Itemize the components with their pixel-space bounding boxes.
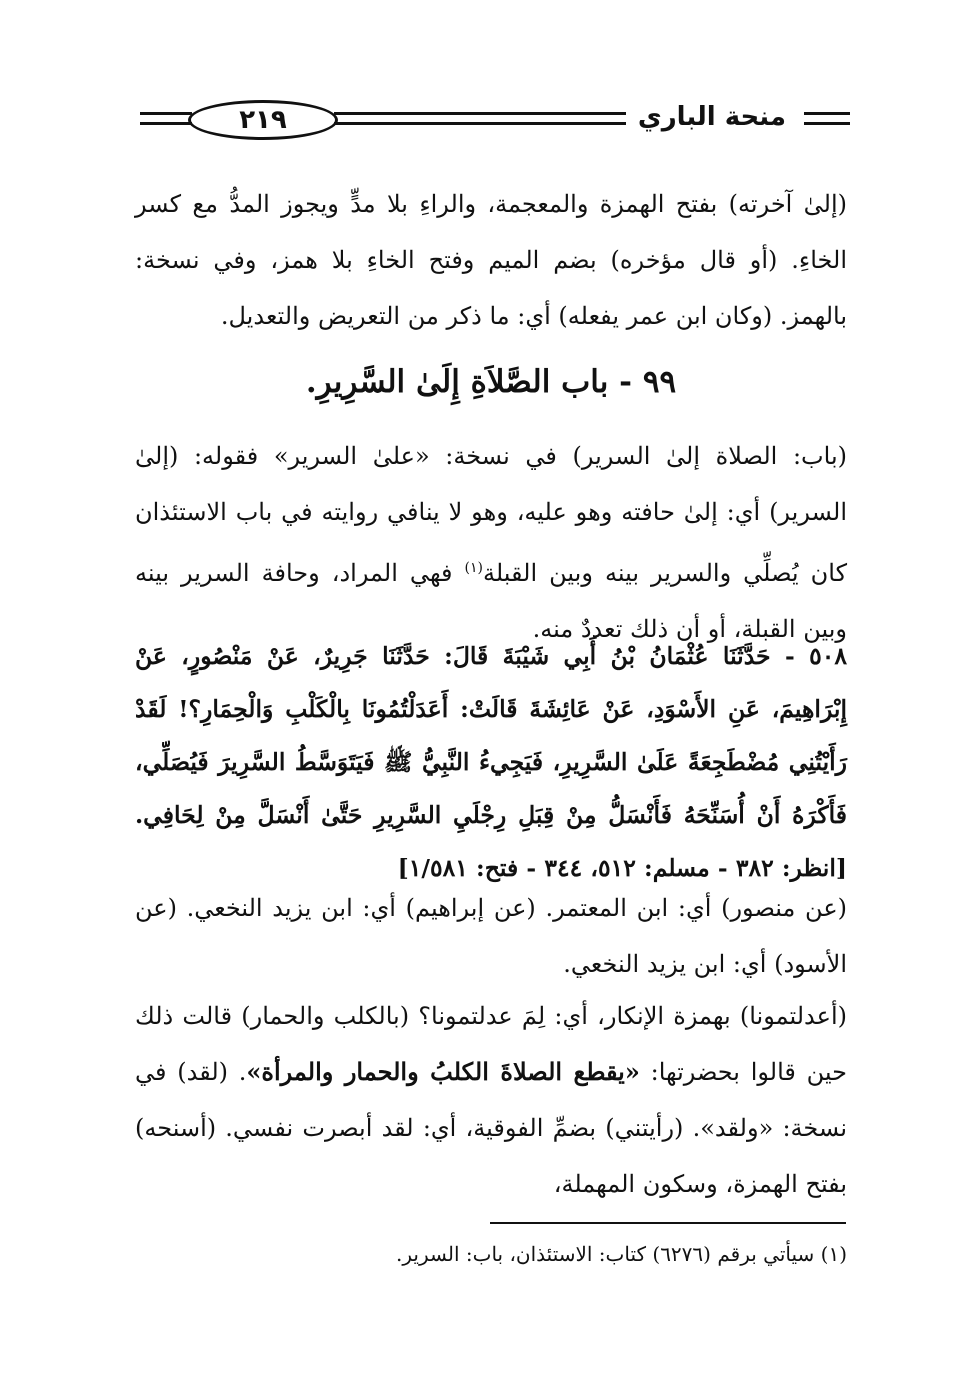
intro-paragraph — [135, 176, 847, 344]
footnote: (١) سيأتي برقم (٦٢٧٦) كتاب: الاستئذان، باب: السرير. — [396, 1242, 847, 1266]
narrators-paragraph — [135, 880, 847, 992]
running-header — [140, 92, 850, 148]
hadith-text: ٥٠٨ - حَدَّثَنَا عُثْمَانُ بْنُ أَبِي شَيْبَةَ قَالَ: حَدَّثَنَا جَرِيرٌ، عَنْ مَنْصُورٍ، عَنْ إِبْرَاهِيمَ، عَنِ الأَسْوَدِ، عَنْ عَائِشَةَ قَالَتْ: أَعَدَلْتُمُونَا بِالْكَلْبِ وَالْحِمَارِ؟! لَقَدْ رَأَيْتُنِي مُضْطَجِعَةً عَلَىٰ السَّرِيرِ، فَيَجِيءُ النَّبِيُّ ﷺ فَيَتَوَسَّطُ السَّرِيرَ فَيُصَلِّي، فَأَكْرَهُ أَنْ أُسَنِّحَهُ فَأَنْسَلُّ مِنْ قِبَلِ رِجْلَيِ السَّرِيرِ حَتَّىٰ أَنْسَلَّ مِنْ لِحَافِي. [انظر: ٣٨٢ - مسلم: ٥١٢، ٣٤٤ - فتح: ١/٥٨١] — [135, 642, 847, 882]
hadith-block — [135, 630, 847, 895]
footnote-rule — [490, 1222, 846, 1224]
bab-text-end: فهي المراد، وحافة السرير بينه وبين القبلة، أو أن ذلك تعددٌ منه. — [135, 559, 847, 643]
bab-paragraph — [135, 428, 847, 657]
chapter-heading: ٩٩ - باب الصَّلاَةِ إِلَىٰ السَّرِيرِ. — [305, 364, 677, 400]
intro-text: (إلىٰ آخرته) بفتح الهمزة والمعجمة، والراءِ بلا مدٍّ ويجوز المدُّ مع كسر الخاءِ. (أو قال مؤخره) بضم الميم وفتح الخاءِ بلا همز، وفي نسخة: بالهمز. (وكان ابن عمر يفعله) أي: ما ذكر من التعريض والتعديل. — [135, 190, 848, 330]
explanation-paragraph — [135, 988, 847, 1212]
footnote-marker: (١) — [464, 560, 483, 576]
book-title: منحة الباري — [637, 102, 786, 132]
header-rule-left — [140, 112, 192, 115]
header-rule-middle — [334, 112, 626, 115]
page-number-text: ٢١٩ — [239, 105, 287, 135]
header-rule-left — [140, 122, 192, 125]
header-rule-right — [804, 112, 850, 115]
header-rule-right — [804, 122, 850, 125]
explanation-text: (أعدلتمونا) بهمزة الإنكار، أي: لِمَ عدلتمونا؟ (بالكلب والحمار) قالت ذلك حين قالوا بحضرتها: — [135, 1002, 848, 1086]
header-rule-middle — [334, 122, 626, 125]
explanation-text-end: . (لقد) في نسخة: «ولقد». (رأيتني) بضمِّ الفوقية، أي: لقد أبصرت نفسي. (أسنحه) بفتح الهمزة، وسكون المهملة، — [135, 1058, 847, 1198]
page-number — [188, 100, 338, 140]
bab-text: (باب: الصلاة إلىٰ السرير) في نسخة: «علىٰ السرير» فقوله: (إلىٰ السرير) أي: إلىٰ حافته وهو عليه، وهو لا ينافي روايته في باب الاستئذان كان يُصلِّي والسرير بينه وبين القبلة — [135, 442, 847, 587]
explanation-quote: «يقطع الصلاةَ الكلبُ والحمار والمرأة» — [246, 1057, 640, 1086]
narrators-text: (عن منصور) أي: ابن المعتمر. (عن إبراهيم) أي: ابن يزيد النخعي. (عن الأسود) أي: ابن يزيد النخعي. — [135, 894, 848, 978]
